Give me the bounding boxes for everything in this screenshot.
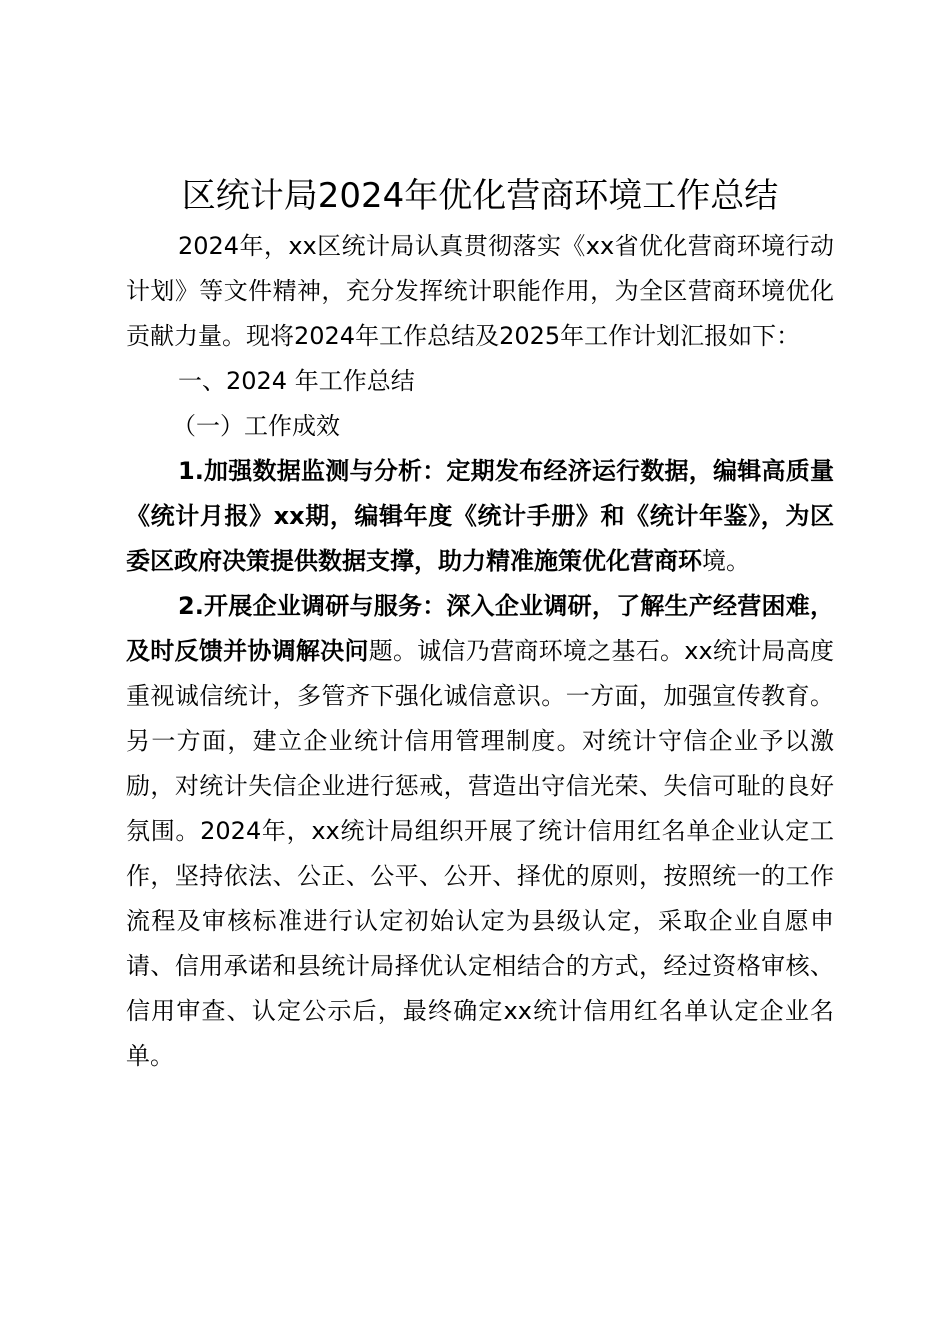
item-2-bold-text: 2.开展企业调研与服务：深入企业调研，了解生产经营困难，及时反馈并协调解决问: [126, 592, 834, 665]
item-2-paragraph: [126, 584, 834, 1079]
item-1-bold-text: 1.加强数据监测与分析：定期发布经济运行数据，编辑高质量《统计月报》xx期，编辑年度《统计手册》和《统计年鉴》，为区委区政府决策提供数据支撑，助力精准施策优化营商环: [126, 457, 834, 575]
item-2-text: 题。诚信乃营商环境之基石。xx统计局高度重视诚信统计，多管齐下强化诚信意识。一方面，加强宣传教育。另一方面，建立企业统计信用管理制度。对统计守信企业予以激励，对统计失信企业进行惩戒，营造出守信光荣、失信可耻的良好氛围。2024年，xx统计局组织开展了统计信用红名单企业认定工作，坚持依法、公正、公平、公开、择优的原则，按照统一的工作流程及审核标准进行认定初始认定为县级认定，采取企业自愿申请、信用承诺和县统计局择优认定相结合的方式，经过资格审核、信用审查、认定公示后，最终确定xx统计信用红名单认定企业名单。: [126, 637, 835, 1070]
item-1-text: 境。: [702, 547, 750, 575]
subsection-heading: （一）工作成效: [172, 412, 340, 440]
item-1-paragraph: [126, 449, 834, 584]
section-heading: 一、2024 年工作总结: [178, 367, 415, 395]
intro-paragraph: 2024年，xx区统计局认真贯彻落实《xx省优化营商环境行动计划》等文件精神，充分发挥统计职能作用，为全区营商环境优化贡献力量。现将2024年工作总结及2025年工作计划汇报如下：: [126, 232, 834, 350]
document-title: 区统计局2024年优化营商环境工作总结: [181, 176, 779, 216]
document-body: [126, 224, 834, 1079]
